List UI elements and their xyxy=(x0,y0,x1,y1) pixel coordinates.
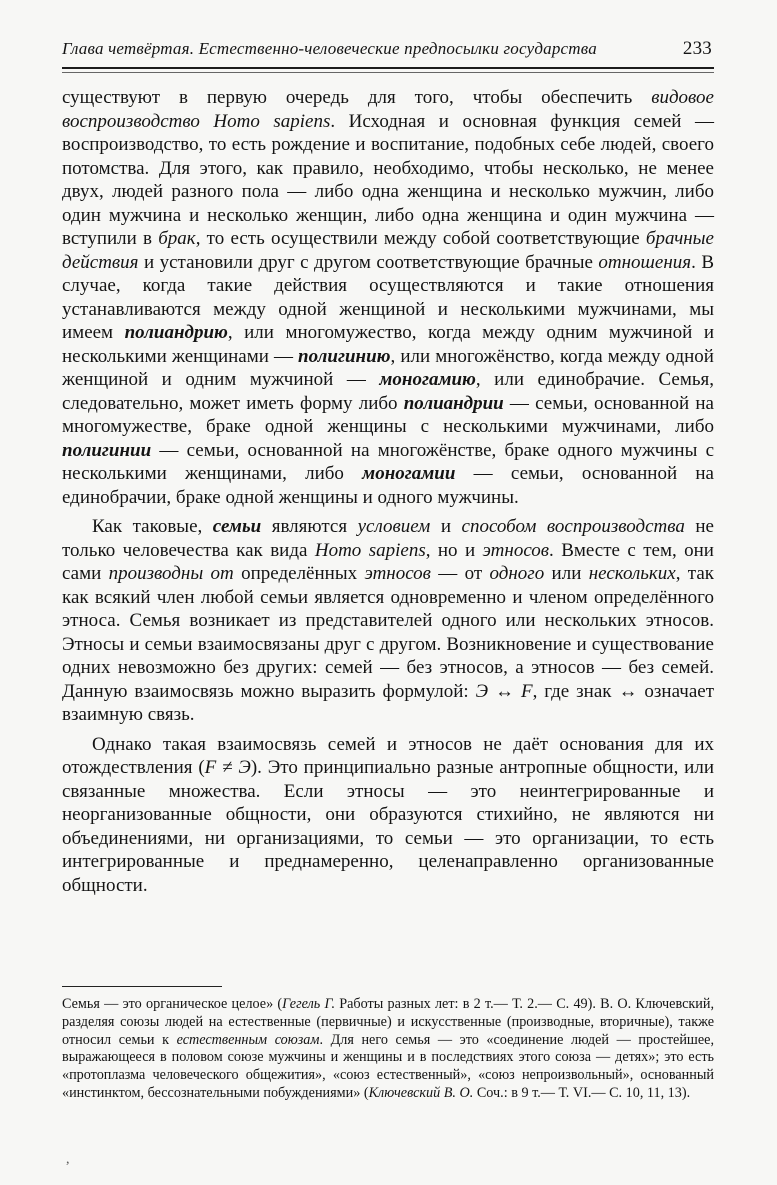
header-rule xyxy=(62,67,714,69)
header-rule-thin xyxy=(62,72,714,73)
page-number: 233 xyxy=(682,38,712,59)
inequality: F ≠ Э xyxy=(204,757,251,778)
footnote: Семья — это органическое целое» (Гегель Г. Работы разных лет: в 2 т.— Т. 2.— С. 49). В. О. Ключевский, разделяя союзы людей на естественные (первичные) и искусственные (производные, вторичные), также относил семьи к естественным союзам. Для него семья — это «соединение людей — простейшее, выражающееся в половом союзе мужчины и женщины и в последствиях этого союза — детях»; это есть «протоплазма человеческого общежития», «союз естественный», «союз непроизвольный», основанный «инстинктом, бессознательными побуждениями» (Ключевский В. О. Соч.: в 9 т.— Т. VI.— С. 10, 11, 13). xyxy=(62,996,714,1101)
paragraph-1: существуют в первую очередь для того, чтобы обеспечить видовое воспроизводство Homo sapiens. Исходная и основная функция семей — воспроизводство, то есть рождение и воспитание, подобных себе людей, своего потомства. Для этого, как правило, необходимо, чтобы несколько, не менее двух, людей разного пола — либо одна женщина и несколько мужчин, либо один мужчина и несколько женщин, либо одна женщина и один мужчина — вступили в брак, то есть осуществили между собой соответствующие брачные действия и установили друг с другом соответствующие брачные отношения. В случае, когда такие действия осуществляются и такие отношения устанавливаются между одной женщиной и несколькими мужчинами, мы имеем полиандрию, или многомужество, когда между одним мужчиной и несколькими женщинами — полигинию, или многожёнство, когда между одной женщиной и одним мужчиной — моногамию, или единобрачие. Семья, следовательно, может иметь форму либо полиандрии — семьи, основанной на многомужестве, браке одной женщины с несколькими мужчинами, либо полигинии — семьи, основанной на многожёнстве, браке одного мужчины с несколькими женщинами, либо моногамии — семьи, основанной на единобрачии, браке одной женщины и одного мужчины. xyxy=(62,87,715,508)
footnote-rule xyxy=(62,986,222,987)
paragraph-3: Однако такая взаимосвязь семей и этносов не даёт основания для их отождествления (F ≠ Э). Это принципиально разные антропные общности, или связанные множества. Если этносы — это неинтегрированные и неорганизованные общности, они образуются стихийно, не являются ни объединениями, ни организациями, то семьи — это организации, то есть интегрированные и преднамеренно, целенаправленно организованные общности. xyxy=(62,733,714,896)
running-header xyxy=(62,38,712,60)
paragraph-2: Как таковые, семьи являются условием и способом воспроизводства не только человечества как вида Homo sapiens, но и этносов. Вместе с тем, они сами производны от определённых этносов — от одного или нескольких, так как всякий член любой семьи является одновременно и членом определённого этноса. Семья возникает из представителей одного или нескольких этносов. Этносы и семьи взаимосвязаны друг с другом. Возникновение и существование одних невозможно без других: семей — без этносов, а этносов — без семей. Данную взаимосвязь можно выразить формулой: Э ↔ F, где знак ↔ означает взаимную связь. xyxy=(62,516,715,725)
margin-mark: , xyxy=(66,1152,70,1167)
running-title: Глава четвёртая. Естественно-человеческие предпосылки государства xyxy=(62,39,597,58)
formula: Э ↔ F xyxy=(475,680,533,702)
main-text xyxy=(62,86,714,897)
